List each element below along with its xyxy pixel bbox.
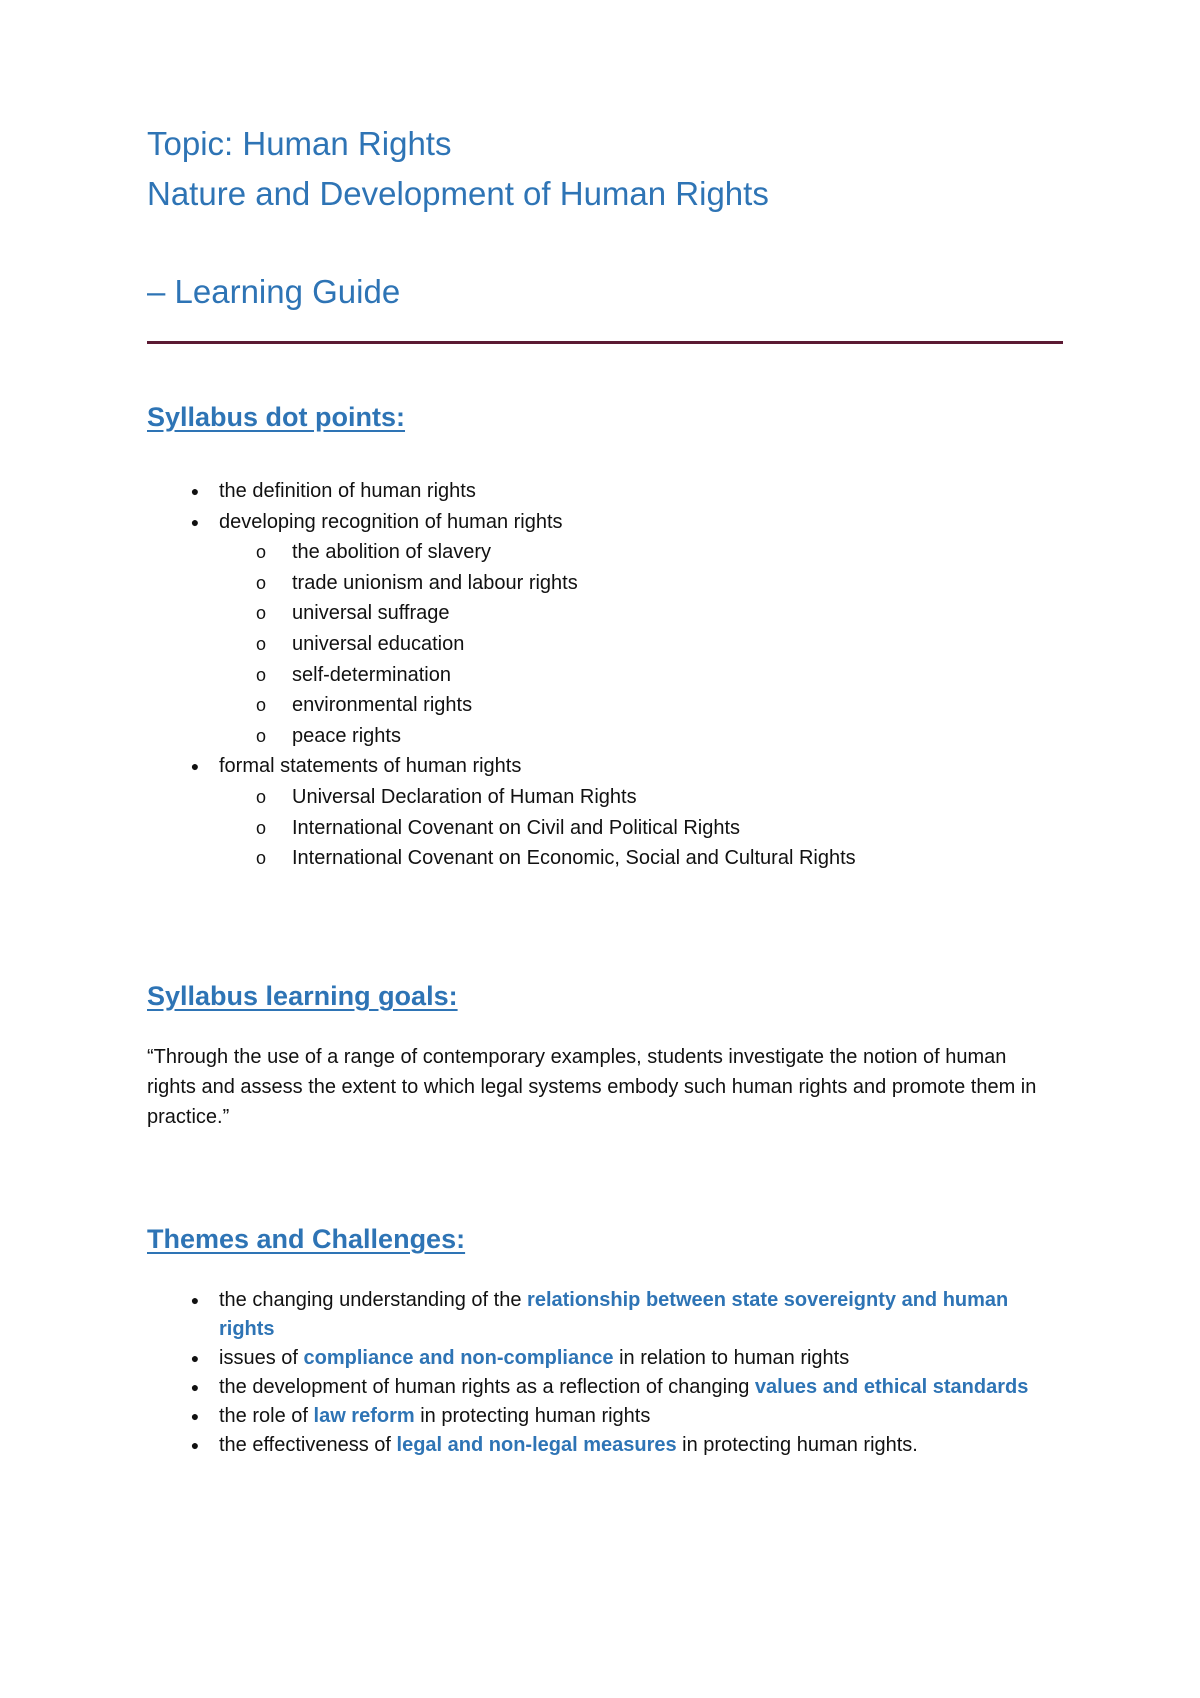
circle-bullet-icon: o: [255, 633, 266, 654]
circle-bullet-icon: o: [255, 572, 266, 593]
highlight-text: compliance and non-compliance: [303, 1347, 614, 1369]
syllabus-dot-points-list: [147, 476, 1047, 874]
highlight-text: relationship between state sovereignty and human rights: [219, 1289, 1009, 1340]
bullet-icon: ●: [190, 483, 200, 499]
highlight-text: values and ethical standards: [754, 1376, 1029, 1398]
sub-list-item: o International Covenant on Economic, Social and Cultural Rights: [147, 843, 1047, 874]
bullet-icon: ●: [190, 513, 200, 530]
circle-bullet-icon: o: [255, 848, 266, 869]
title-topic: Topic: Human Rights: [147, 125, 452, 162]
themes-list: [147, 1286, 1047, 1460]
heading-syllabus-learning-goals: Syllabus learning goals:: [147, 981, 458, 1011]
sub-list-item: o International Covenant on Civil and Political Rights: [147, 813, 1047, 844]
list-item: ● developing recognition of human rights: [147, 507, 1047, 538]
bullet-icon: ●: [190, 1292, 200, 1308]
highlight-text: law reform: [313, 1405, 415, 1427]
highlight-text: legal and non-legal measures: [396, 1434, 677, 1456]
bullet-icon: ●: [190, 758, 200, 775]
bullet-icon: ●: [190, 1408, 200, 1424]
list-item: ● the changing understanding of the relationship between state sovereignty and human rights: [147, 1286, 1047, 1344]
list-item: ● issues of compliance and non-compliance in relation to human rights: [147, 1344, 1047, 1373]
circle-bullet-icon: o: [255, 786, 266, 807]
sub-list-item: o the abolition of slavery: [147, 537, 1047, 568]
heading-themes-and-challenges: Themes and Challenges:: [147, 1224, 466, 1254]
title-divider: [147, 341, 1063, 344]
sub-list-item: o peace rights: [147, 721, 1047, 752]
title-learning-guide: – Learning Guide: [147, 273, 401, 310]
sub-list-item: o universal education: [147, 629, 1047, 660]
circle-bullet-icon: o: [255, 603, 266, 624]
sub-list-item: o Universal Declaration of Human Rights: [147, 782, 1047, 813]
list-item: ● the effectiveness of legal and non-legal measures in protecting human rights.: [147, 1431, 1047, 1460]
sub-list-item: o trade unionism and labour rights: [147, 568, 1047, 599]
sub-list-item: o universal suffrage: [147, 598, 1047, 629]
circle-bullet-icon: o: [255, 664, 266, 685]
circle-bullet-icon: o: [255, 542, 266, 563]
bullet-icon: ●: [190, 1350, 200, 1366]
list-item: ● the definition of human rights: [147, 476, 1047, 507]
list-item: ● formal statements of human rights: [147, 751, 1047, 782]
title-subject: Nature and Development of Human Rights: [147, 175, 769, 212]
sub-list-item: o self-determination: [147, 660, 1047, 691]
bullet-icon: ●: [190, 1379, 200, 1395]
learning-goals-quote: “Through the use of a range of contemporary examples, students investigate the notion of human rights and assess the extent to which legal systems embody such human rights and promote them in practice.”: [147, 1046, 1037, 1128]
list-item: ● the development of human rights as a reflection of changing values and ethical standards: [147, 1373, 1047, 1402]
sub-list-item: o environmental rights: [147, 690, 1047, 721]
list-item: ● the role of law reform in protecting human rights: [147, 1402, 1047, 1431]
circle-bullet-icon: o: [255, 695, 266, 716]
heading-syllabus-dot-points: Syllabus dot points:: [147, 402, 406, 432]
circle-bullet-icon: o: [255, 725, 266, 746]
circle-bullet-icon: o: [255, 817, 266, 838]
bullet-icon: ●: [190, 1437, 200, 1453]
